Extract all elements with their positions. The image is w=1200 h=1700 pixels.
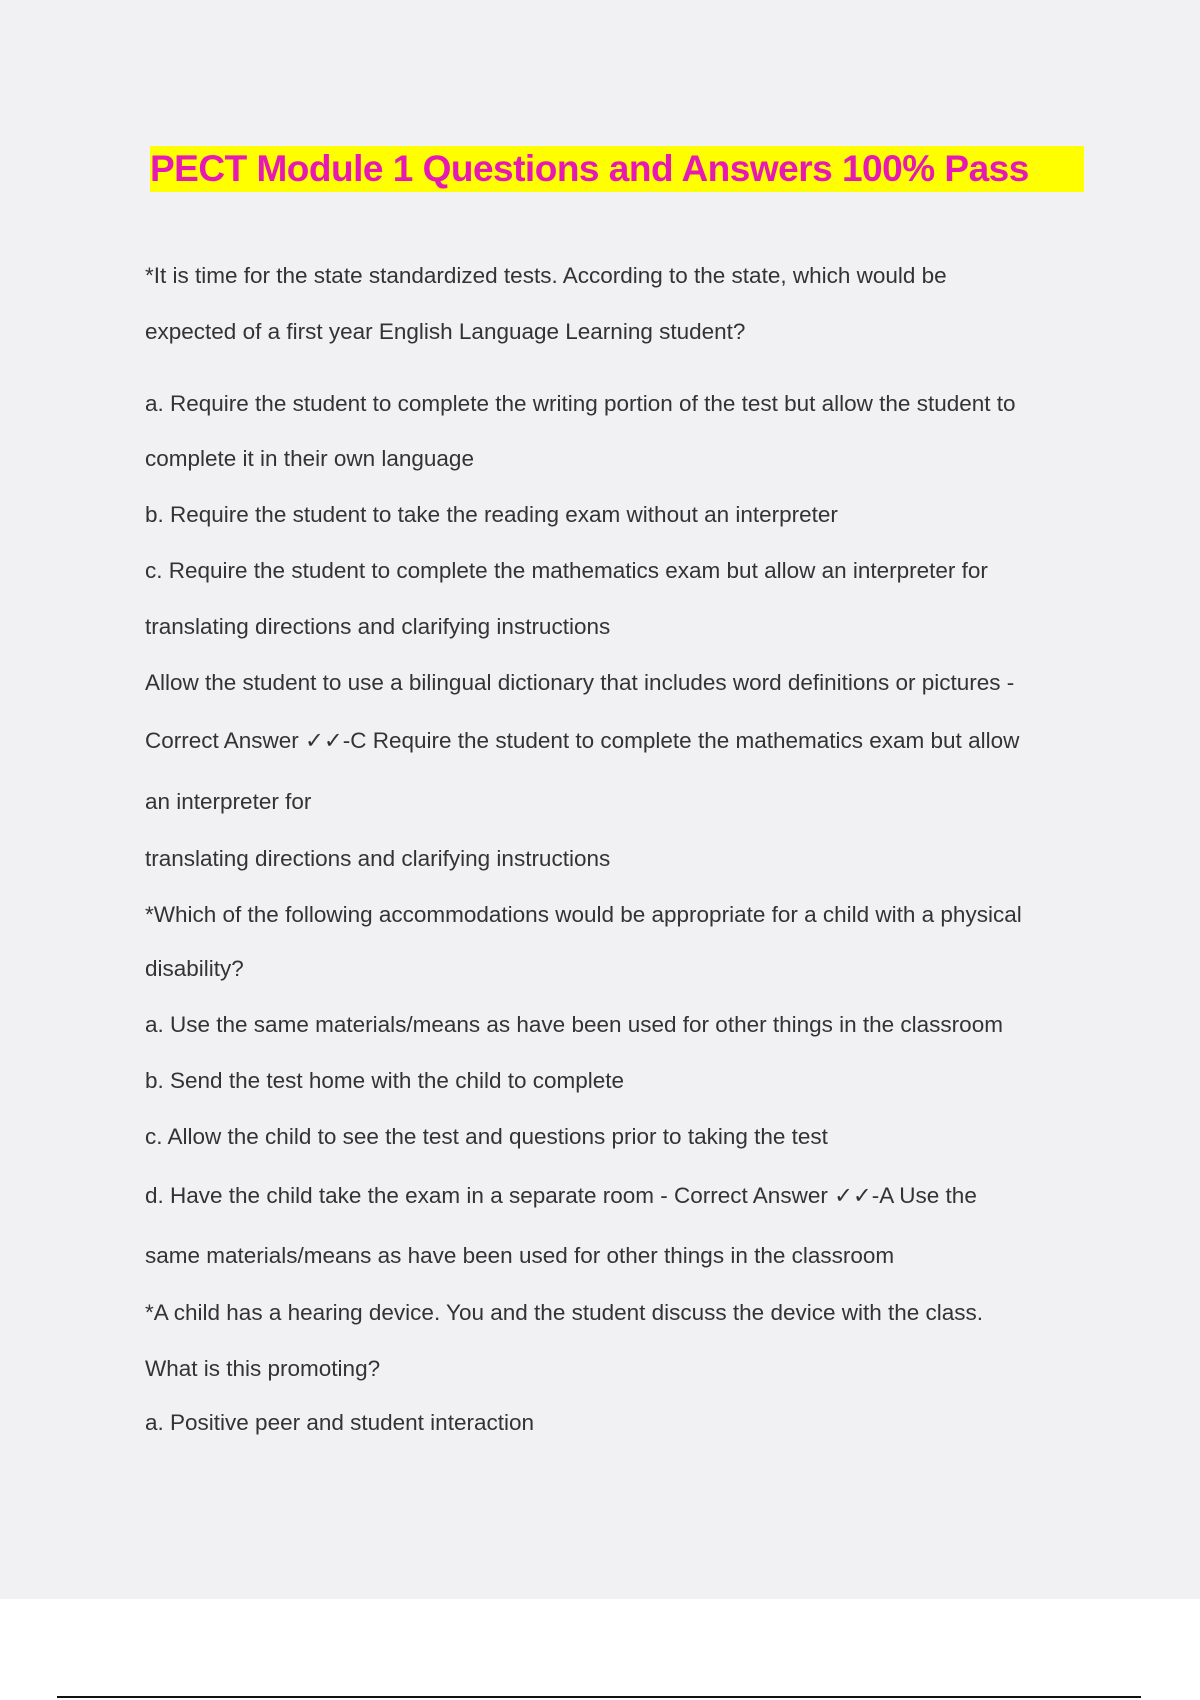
text-line: a. Require the student to complete the writing portion of the test but allow the student to	[145, 391, 1016, 416]
text-line: a. Positive peer and student interaction	[145, 1410, 534, 1435]
text-line: What is this promoting?	[145, 1356, 381, 1381]
text-line: d. Have the child take the exam in a separate room - Correct Answer ✓✓-A Use the	[145, 1183, 977, 1208]
text-line: *A child has a hearing device. You and the student discuss the device with the class.	[145, 1300, 984, 1325]
text-line: disability?	[145, 956, 244, 981]
text-line: same materials/means as have been used for other things in the classroom	[145, 1243, 895, 1268]
text-line: an interpreter for	[145, 789, 312, 814]
text-line: Allow the student to use a bilingual dictionary that includes word definitions or pictures -	[145, 670, 1015, 695]
text-line: b. Send the test home with the child to complete	[145, 1068, 625, 1093]
text-line: translating directions and clarifying instructions	[145, 846, 611, 871]
footer-divider	[57, 1696, 1141, 1698]
text-line: translating directions and clarifying instructions	[145, 614, 611, 639]
text-line: a. Use the same materials/means as have been used for other things in the classroom	[145, 1012, 1003, 1037]
text-line: c. Require the student to complete the mathematics exam but allow an interpreter for	[145, 558, 988, 583]
text-line: Correct Answer ✓✓-C Require the student to complete the mathematics exam but allow	[145, 728, 1020, 753]
text-line: *It is time for the state standardized tests. According to the state, which would be	[145, 263, 947, 288]
text-line: *Which of the following accommodations would be appropriate for a child with a physical	[145, 902, 1022, 927]
text-line: c. Allow the child to see the test and questions prior to taking the test	[145, 1124, 828, 1149]
text-line: expected of a first year English Language Learning student?	[145, 319, 746, 344]
document-title: PECT Module 1 Questions and Answers 100% Pass	[150, 146, 1084, 192]
text-line: b. Require the student to take the reading exam without an interpreter	[145, 502, 838, 527]
text-line: complete it in their own language	[145, 446, 474, 471]
